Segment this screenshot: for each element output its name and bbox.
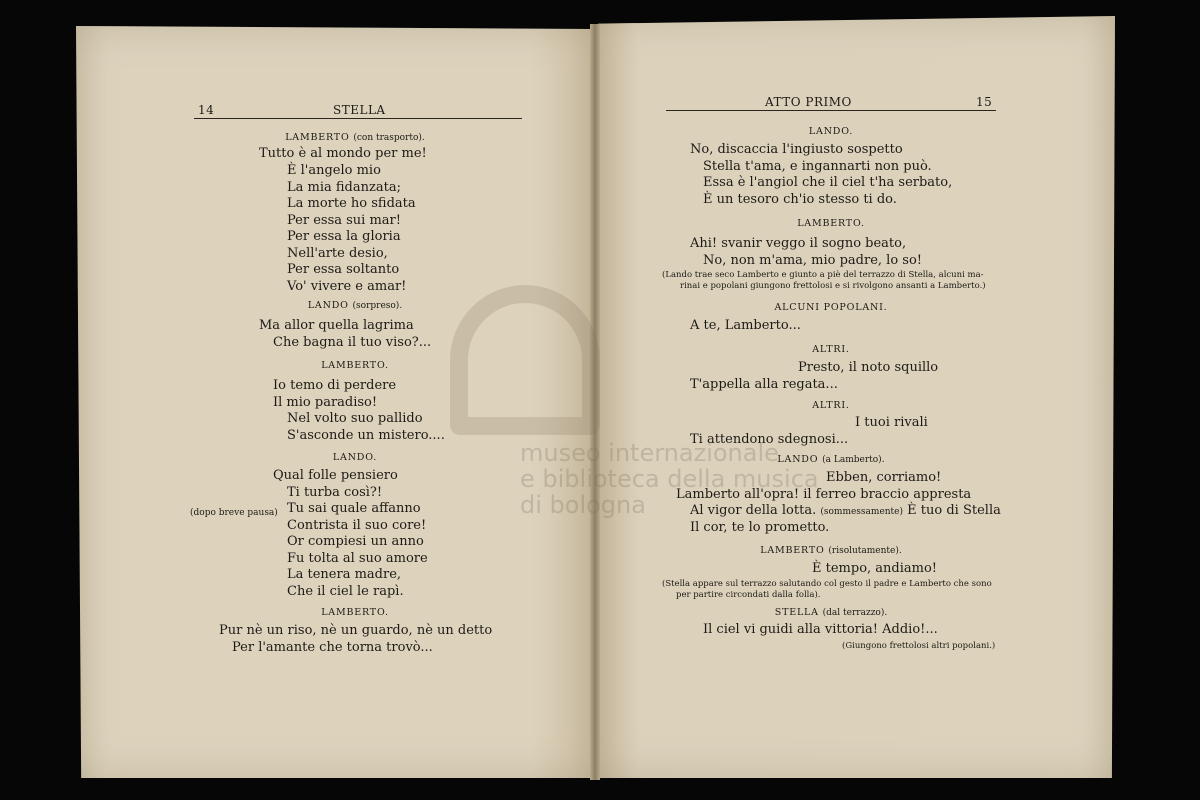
verse-line: La morte ho sfidata [287, 196, 416, 211]
speaker-heading [706, 452, 956, 469]
verse-line: A te, Lamberto... [690, 318, 801, 333]
verse-line: Qual folle pensiero [273, 468, 398, 483]
verse-line: Che bagna il tuo viso?... [273, 335, 432, 350]
verse-line: Tu sai quale affanno [287, 501, 421, 516]
stage-direction: (con trasporto). [353, 133, 425, 143]
stage-direction: (a Lamberto). [822, 455, 885, 465]
speaker-heading [706, 605, 956, 622]
verse-line: Ti turba così?! [287, 485, 383, 500]
verse-line: Il ciel vi guidi alla vittoria! Addio!... [703, 622, 938, 637]
verse-line: Per essa la gloria [287, 229, 401, 244]
speaker-heading: ALTRI. [812, 400, 850, 411]
verse-line: No, discaccia l'ingiusto sospetto [690, 142, 903, 157]
verse-line: I tuoi rivali [855, 415, 928, 430]
speaker-name: LAMBERTO [285, 132, 350, 143]
stage-direction: (Giungono frettolosi altri popolani.) [842, 641, 996, 651]
speaker-name: LANDO [777, 454, 819, 465]
speaker-name: STELLA [774, 607, 819, 618]
verse-line: T'appella alla regata... [690, 377, 838, 392]
watermark-line: e biblioteca della musica [520, 465, 819, 493]
verse-line: Il cor, te lo prometto. [690, 520, 830, 535]
speaker-heading: LAMBERTO. [321, 360, 389, 371]
verse-text: Al vigor della lotta. [690, 503, 817, 518]
verse-line: Essa è l'angiol che il ciel t'ha serbato, [703, 175, 953, 190]
verse-line: Ti attendono sdegnosi... [690, 432, 849, 447]
verse-line: Stella t'ama, e ingannarti non può. [703, 159, 932, 174]
stage-direction: (Lando trae seco Lamberto e giunto a piè del terrazzo di Stella, alcuni ma- [662, 270, 984, 280]
speaker-heading: LAMBERTO. [797, 218, 865, 229]
verse-line: Ebben, corriamo! [826, 470, 942, 485]
book-gutter [590, 24, 600, 780]
verse-line: Pur nè un riso, nè un guardo, nè un detto [219, 623, 493, 638]
verse-line: La mia fidanzata; [287, 180, 401, 195]
speaker-heading [706, 543, 956, 560]
verse-line: Vo' vivere e amar! [287, 279, 407, 294]
speaker-heading: ALCUNI POPOLANI. [774, 302, 888, 313]
stage-direction: (sorpreso). [352, 301, 403, 311]
stage-direction: (dal terrazzo). [822, 608, 888, 618]
speaker-name: LAMBERTO [760, 545, 825, 556]
running-title: STELLA [333, 103, 386, 117]
verse-line: Per essa sui mar! [287, 213, 401, 228]
verse-text: È tuo di Stella [907, 503, 1001, 518]
verse-line: Il mio paradiso! [273, 395, 378, 410]
page-number: 14 [198, 103, 215, 117]
page-number: 15 [976, 95, 993, 109]
stage-direction: per partire circondati dalla folla). [676, 590, 821, 600]
stage-direction: (sommessamente) [820, 507, 904, 517]
speaker-heading [230, 130, 480, 147]
speaker-name: LANDO [307, 300, 349, 311]
verse-line: Nell'arte desio, [287, 246, 388, 261]
speaker-heading: LAMBERTO. [321, 607, 389, 618]
verse-line: Or compiesi un anno [287, 534, 424, 549]
stage-direction: rinai e popolani giungono frettolosi e si rivolgono ansanti a Lamberto.) [680, 281, 986, 291]
speaker-heading: ALTRI. [812, 344, 850, 355]
verse-line: Ahi! svanir veggo il sogno beato, [690, 236, 907, 251]
verse-line: È tempo, andiamo! [812, 561, 938, 576]
speaker-heading: LANDO. [808, 126, 854, 137]
verse-line: Che il ciel le rapì. [287, 584, 404, 599]
verse-line: No, non m'ama, mio padre, lo so! [703, 253, 923, 268]
header-rule [194, 118, 522, 119]
verse-line: È un tesoro ch'io stesso ti do. [703, 192, 897, 207]
verse-line: Presto, il noto squillo [798, 360, 939, 375]
verse-line: È l'angelo mio [287, 163, 381, 178]
stage-direction: (dopo breve pausa) [190, 508, 278, 518]
stage-direction: (risolutamente). [828, 546, 902, 556]
verse-line: Fu tolta al suo amore [287, 551, 428, 566]
verse-line: Per essa soltanto [287, 262, 400, 277]
verse-line: Per l'amante che torna trovò... [232, 640, 433, 655]
verse-line: Contrista il suo core! [287, 518, 427, 533]
header-rule [666, 110, 996, 111]
verse-line: S'asconde un mistero.... [287, 428, 445, 443]
verse-line: Nel volto suo pallido [287, 411, 423, 426]
stage-direction: (Stella appare sul terrazzo salutando col gesto il padre e Lamberto che sono [662, 579, 992, 589]
verse-line: La tenera madre, [287, 567, 402, 582]
verse-line: Tutto è al mondo per me! [259, 146, 427, 161]
speaker-heading: LANDO. [332, 452, 378, 463]
verse-line: Lamberto all'opra! il ferreo braccio appresta [676, 487, 972, 502]
watermark-line: di bologna [520, 491, 646, 519]
speaker-heading [230, 298, 480, 315]
verse-line [690, 503, 1001, 521]
watermark-line: museo internazionale [520, 439, 779, 467]
running-title: ATTO PRIMO [765, 95, 852, 109]
verse-line: Io temo di perdere [273, 378, 397, 393]
verse-line: Ma allor quella lagrima [259, 318, 414, 333]
